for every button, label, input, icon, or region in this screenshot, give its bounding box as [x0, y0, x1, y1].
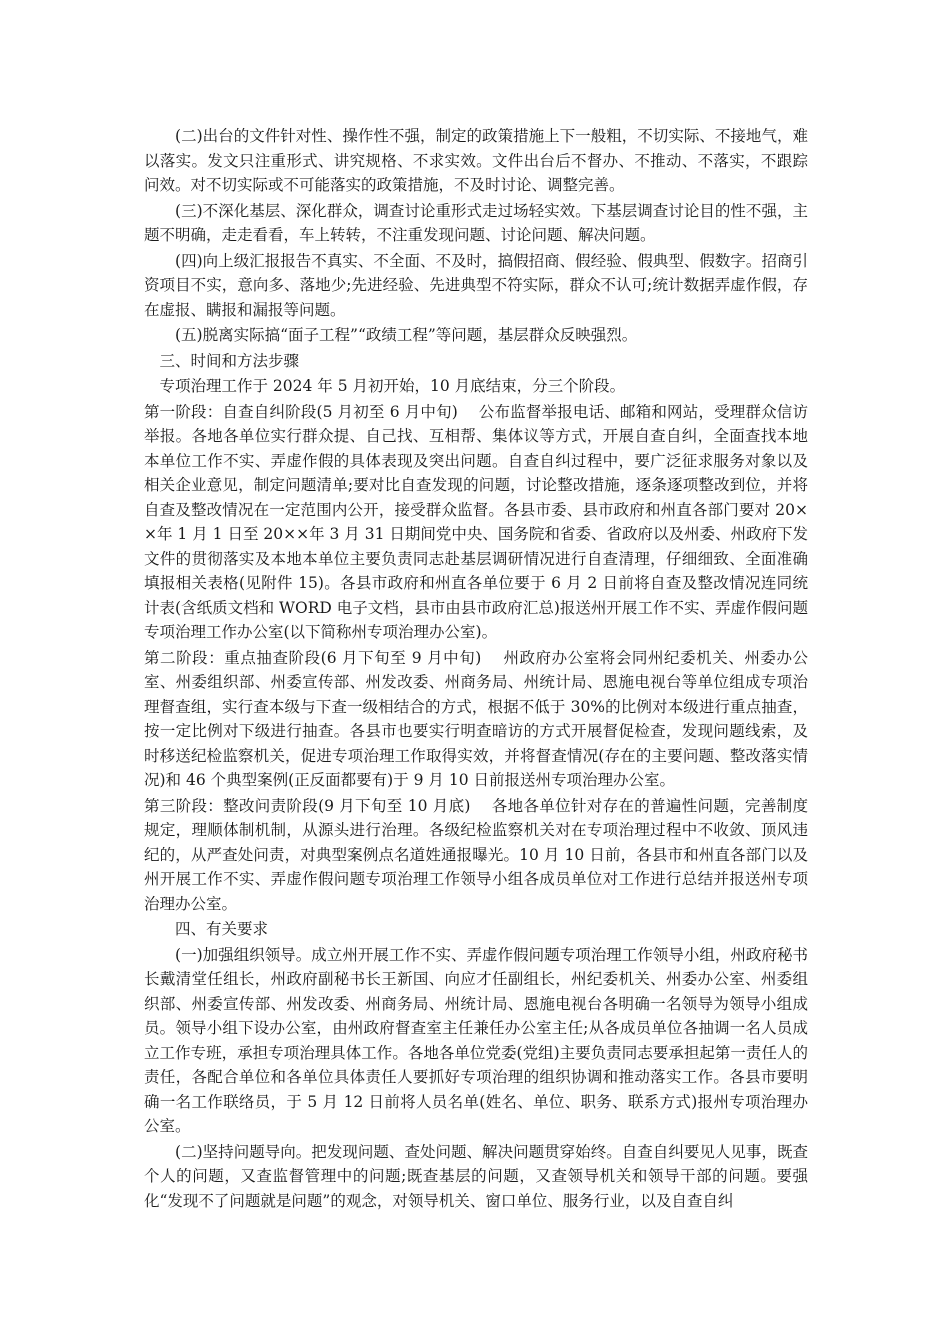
- stage-two-paragraph: 第二阶段：重点抽查阶段(6 月下旬至 9 月中旬) 州政府办公室将会同州纪委机关、州委办公室、州委组织部、州委宣传部、州发改委、州商务局、州统计局、恩施电视台等单位组成专项治理督查组，实行查本级与下查一级相结合的方式，根据不低于 30%的比例对本级进行重点抽查，按一定比例对下级进行抽查。各县市也要实行明查暗访的方式开展督促检查，发现问题线索，及时移送纪检监察机关，促进专项治理工作取得实效，并将督查情况(存在的主要问题、整改落实情况)和 46 个典型案例(正反面都要有)于 9 月 10 日前报送州专项治理办公室。: [144, 648, 808, 789]
- document-body: [144, 124, 808, 1214]
- paragraph-item-5: (五)脱离实际搞“面子工程”“政绩工程”等问题，基层群众反映强烈。: [175, 326, 638, 344]
- stage-one-paragraph: 第一阶段：自查自纠阶段(5 月初至 6 月中旬) 公布监督举报电话、邮箱和网站，受理群众信访举报。各地各单位实行群众提、自己找、互相帮、集体议等方式，开展自查自纠，全面查找本地本单位工作不实、弄虚作假的具体表现及突出问题。自查自纠过程中，要广泛征求服务对象以及相关企业意见，制定问题清单;要对比自查发现的问题，讨论整改措施，逐条逐项整改到位，并将自查及整改情况在一定范围内公开，接受群众监督。各县市委、县市政府和州直各部门要对 20××年 1 月 1 日至 20××年 3 月 31 日期间党中央、国务院和省委、省政府以及州委、州政府下发文件的贯彻落实及本地本单位主要负责同志赴基层调研情况进行自查清理，仔细细致、全面准确填报相关表格(见附件 15)。各县市政府和州直各单位要于 6 月 2 日前将自查及整改情况连同统计表(含纸质文档和 WORD 电子文档，县市由县市政府汇总)报送州开展工作不实、弄虚作假问题专项治理工作办公室(以下简称州专项治理办公室)。: [144, 402, 808, 641]
- paragraph-item-4: (四)向上级汇报报告不真实、不全面、不及时，搞假招商、假经验、假典型、假数字。招商引资项目不实，意向多、落地少;先进经验、先进典型不符实际，群众不认可;统计数据弄虚作假，存在虚报、瞒报和漏报等问题。: [144, 251, 808, 319]
- paragraph-item-2: (二)出台的文件针对性、操作性不强，制定的政策措施上下一般粗，不切实际、不接地气，难以落实。发文只注重形式、讲究规格、不求实效。文件出台后不督办、不推动、不落实，不跟踪问效。对不切实际或不可能落实的政策措施，不及时讨论、调整完善。: [144, 127, 808, 194]
- stage-three-paragraph: 第三阶段：整改问责阶段(9 月下旬至 10 月底) 各地各单位针对存在的普遍性问题，完善制度规定，理顺体制机制，从源头进行治理。各级纪检监察机关对在专项治理过程中不收敛、顶风违纪的，从严查处问责，对典型案例点名道姓通报曝光。10 月 10 日前，各县市和州直各部门以及州开展工作不实、弄虚作假问题专项治理工作领导小组各成员单位对工作进行总结并报送州专项治理办公室。: [144, 796, 808, 913]
- schedule-intro: 专项治理工作于 2024 年 5 月初开始，10 月底结束，分三个阶段。: [159, 377, 626, 395]
- section-heading-3: 三、时间和方法步骤: [159, 351, 300, 370]
- paragraph-item-3: (三)不深化基层、深化群众，调查讨论重形式走过场轻实效。下基层调查讨论目的性不强，主题不明确，走走看看，车上转转，不注重发现问题、讨论问题、解决问题。: [144, 201, 808, 244]
- section-heading-4: 四、有关要求: [175, 920, 269, 938]
- requirement-item-2: (二)坚持问题导向。把发现问题、查处问题、解决问题贯穿始终。自查自纠要见人见事，既查个人的问题，又查监督管理中的问题;既查基层的问题，又查领导机关和领导干部的问题。要强化“发现不了问题就是问题”的观念，对领导机关、窗口单位、服务行业，以及自查自纠: [144, 1142, 808, 1210]
- requirement-item-1: (一)加强组织领导。成立州开展工作不实、弄虚作假问题专项治理工作领导小组，州政府秘书长戴清堂任组长，州政府副秘书长王新国、向应才任副组长，州纪委机关、州委办公室、州委组织部、州委宣传部、州发改委、州商务局、州统计局、恩施电视台各明确一名领导为领导小组成员。领导小组下设办公室，由州政府督查室主任兼任办公室主任;从各成员单位各抽调一名人员成立工作专班，承担专项治理具体工作。各地各单位党委(党组)主要负责同志要承担起第一责任人的责任，各配合单位和各单位具体责任人要抓好专项治理的组织协调和推动落实工作。各县市要明确一名工作联络员，于 5 月 12 日前将人员名单(姓名、单位、职务、联系方式)报州专项治理办公室。: [144, 945, 808, 1135]
